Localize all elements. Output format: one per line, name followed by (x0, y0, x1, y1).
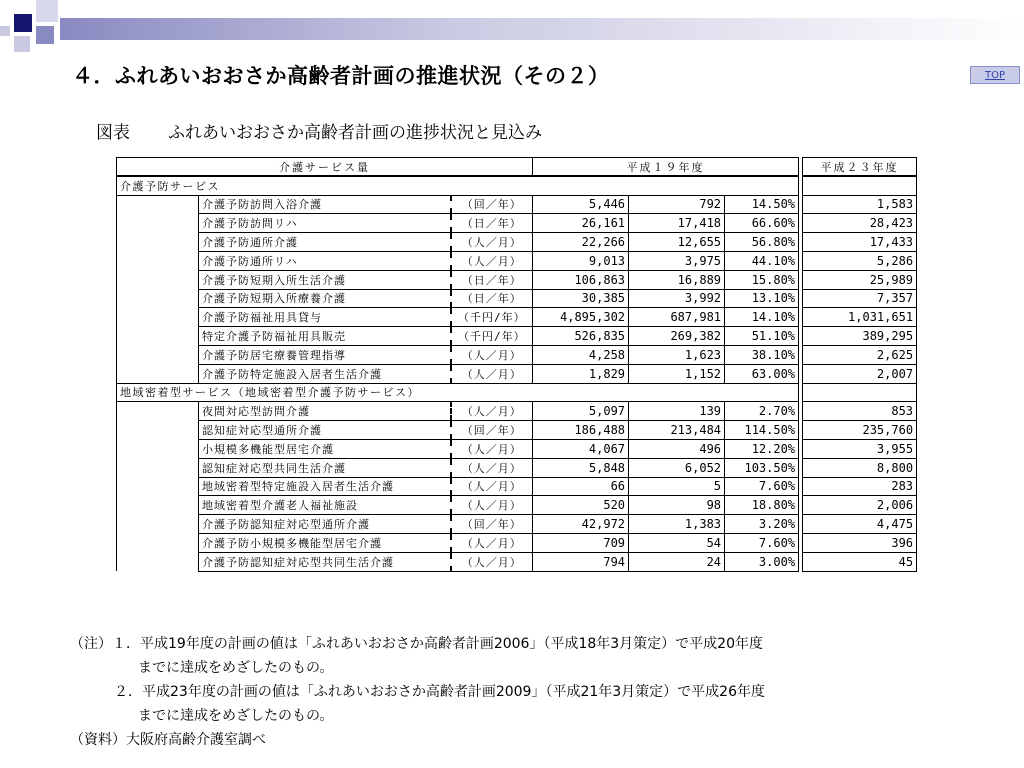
h23-plan-value: 389,295 (803, 327, 917, 346)
h19-plan-value: 5,848 (533, 458, 629, 477)
h19-actual-value: 98 (629, 496, 725, 515)
h23-plan-value: 17,433 (803, 233, 917, 252)
service-unit: （人／月） (451, 233, 533, 252)
h19-plan-value: 526,835 (533, 327, 629, 346)
h19-actual-value: 269,382 (629, 327, 725, 346)
service-unit: （日／年） (451, 270, 533, 289)
service-name: 介護予防訪問リハ (199, 214, 451, 233)
h19-rate-value: 103.50% (725, 458, 799, 477)
table-row (117, 345, 917, 364)
service-name: 介護予防短期入所療養介護 (199, 289, 451, 308)
service-unit: （回／年） (451, 195, 533, 214)
h19-plan-value: 186,488 (533, 421, 629, 440)
service-unit: （日／年） (451, 214, 533, 233)
row-indent (117, 364, 199, 383)
row-indent (117, 477, 199, 496)
h23-plan-value: 396 (803, 533, 917, 552)
figure-caption (96, 118, 542, 143)
h19-rate-value: 114.50% (725, 421, 799, 440)
page-title: ４．ふれあいおおさか高齢者計画の推進状況（その２） (72, 64, 610, 88)
table-header-row (117, 158, 917, 177)
row-indent (117, 233, 199, 252)
h19-rate-value: 63.00% (725, 364, 799, 383)
h19-actual-value: 3,975 (629, 251, 725, 270)
h19-plan-value: 709 (533, 533, 629, 552)
service-name: 認知症対応型共同生活介護 (199, 458, 451, 477)
h19-rate-value: 38.10% (725, 345, 799, 364)
service-name: 介護予防認知症対応型共同生活介護 (199, 552, 451, 571)
row-indent (117, 515, 199, 534)
h19-rate-value: 44.10% (725, 251, 799, 270)
note-1-line-1: （注）１．平成19年度の計画の値は「ふれあいおおさか高齢者計画2006」（平成18年3月策定）で平成20年度 (70, 636, 763, 652)
row-indent (117, 270, 199, 289)
notes (70, 632, 765, 752)
h19-plan-value: 106,863 (533, 270, 629, 289)
figure-label: 図表 (96, 123, 130, 143)
service-unit: （回／年） (451, 515, 533, 534)
h19-rate-value: 3.00% (725, 552, 799, 571)
h19-rate-value: 51.10% (725, 327, 799, 346)
service-unit: （日／年） (451, 289, 533, 308)
h19-rate-value: 2.70% (725, 402, 799, 421)
h19-actual-value: 6,052 (629, 458, 725, 477)
service-unit: （人／月） (451, 477, 533, 496)
h23-plan-value: 4,475 (803, 515, 917, 534)
header-h23: 平成２３年度 (803, 158, 917, 177)
service-unit: （人／月） (451, 251, 533, 270)
header-gradient-bar (60, 18, 1024, 40)
header-service-volume: 介護サービス量 (117, 158, 533, 177)
service-name: 認知症対応型通所介護 (199, 421, 451, 440)
row-indent (117, 251, 199, 270)
table-row (117, 364, 917, 383)
service-name: 介護予防通所リハ (199, 251, 451, 270)
service-name: 特定介護予防福祉用具販売 (199, 327, 451, 346)
h19-plan-value: 4,067 (533, 439, 629, 458)
row-indent (117, 214, 199, 233)
row-indent (117, 496, 199, 515)
service-name: 介護予防小規模多機能型居宅介護 (199, 533, 451, 552)
h19-actual-value: 16,889 (629, 270, 725, 289)
h19-plan-value: 1,829 (533, 364, 629, 383)
h23-plan-value: 7,357 (803, 289, 917, 308)
h19-plan-value: 9,013 (533, 251, 629, 270)
table-row (117, 195, 917, 214)
table-row (117, 308, 917, 327)
h19-actual-value: 3,992 (629, 289, 725, 308)
h19-actual-value: 17,418 (629, 214, 725, 233)
table-row (117, 458, 917, 477)
h19-rate-value: 15.80% (725, 270, 799, 289)
h19-plan-value: 4,895,302 (533, 308, 629, 327)
h19-plan-value: 22,266 (533, 233, 629, 252)
service-name: 夜間対応型訪問介護 (199, 402, 451, 421)
h19-rate-value: 14.10% (725, 308, 799, 327)
service-name: 介護予防居宅療養管理指導 (199, 345, 451, 364)
h19-actual-value: 687,981 (629, 308, 725, 327)
h23-plan-value: 1,583 (803, 195, 917, 214)
header-h19: 平成１９年度 (533, 158, 799, 177)
service-name: 地域密着型特定施設入居者生活介護 (199, 477, 451, 496)
h19-actual-value: 213,484 (629, 421, 725, 440)
h23-plan-value: 5,286 (803, 251, 917, 270)
service-unit: （千円/年） (451, 308, 533, 327)
service-unit: （人／月） (451, 439, 533, 458)
h23-plan-value: 283 (803, 477, 917, 496)
h19-actual-value: 792 (629, 195, 725, 214)
h19-plan-value: 26,161 (533, 214, 629, 233)
h19-plan-value: 5,446 (533, 195, 629, 214)
h19-rate-value: 66.60% (725, 214, 799, 233)
row-indent (117, 439, 199, 458)
table-row (117, 289, 917, 308)
h19-rate-value: 18.80% (725, 496, 799, 515)
top-link-button[interactable]: TOP (970, 66, 1020, 84)
h19-rate-value: 13.10% (725, 289, 799, 308)
table-row (117, 552, 917, 571)
note-1-line-2: までに達成をめざしたのもの。 (138, 660, 334, 676)
row-indent (117, 458, 199, 477)
service-name: 介護予防福祉用具貸与 (199, 308, 451, 327)
h23-plan-value: 8,800 (803, 458, 917, 477)
table-row (117, 270, 917, 289)
table-row (117, 402, 917, 421)
section-row (117, 176, 917, 195)
h19-rate-value: 7.60% (725, 477, 799, 496)
h19-actual-value: 1,623 (629, 345, 725, 364)
h23-plan-value: 2,007 (803, 364, 917, 383)
h19-rate-value: 14.50% (725, 195, 799, 214)
service-unit: （人／月） (451, 496, 533, 515)
h23-plan-value: 2,006 (803, 496, 917, 515)
service-name: 介護予防特定施設入居者生活介護 (199, 364, 451, 383)
row-indent (117, 308, 199, 327)
service-name: 介護予防通所介護 (199, 233, 451, 252)
h23-plan-value: 25,989 (803, 270, 917, 289)
table-row (117, 477, 917, 496)
h23-plan-value: 28,423 (803, 214, 917, 233)
service-unit: （人／月） (451, 552, 533, 571)
table-row (117, 327, 917, 346)
table-row (117, 439, 917, 458)
row-indent (117, 289, 199, 308)
table-row (117, 533, 917, 552)
h19-plan-value: 794 (533, 552, 629, 571)
row-indent (117, 402, 199, 421)
h19-rate-value: 7.60% (725, 533, 799, 552)
section-row (117, 383, 917, 402)
h19-actual-value: 54 (629, 533, 725, 552)
service-name: 介護予防認知症対応型通所介護 (199, 515, 451, 534)
service-unit: （千円/年） (451, 327, 533, 346)
h19-rate-value: 56.80% (725, 233, 799, 252)
h19-plan-value: 30,385 (533, 289, 629, 308)
h23-plan-value: 1,031,651 (803, 308, 917, 327)
table-row (117, 233, 917, 252)
source-note: （資料）大阪府高齢介護室調べ (70, 732, 266, 748)
figure-title: ふれあいおおさか高齢者計画の進捗状況と見込み (168, 123, 542, 143)
service-name: 小規模多機能型居宅介護 (199, 439, 451, 458)
h19-actual-value: 496 (629, 439, 725, 458)
h23-plan-value: 3,955 (803, 439, 917, 458)
h19-plan-value: 5,097 (533, 402, 629, 421)
note-2-line-2: までに達成をめざしたのもの。 (138, 708, 334, 724)
section-title: 介護予防サービス (117, 176, 799, 195)
note-2-line-1: ２．平成23年度の計画の値は「ふれあいおおさか高齢者計画2009」（平成21年3月策定）で平成26年度 (114, 684, 765, 700)
h23-plan-value: 45 (803, 552, 917, 571)
h19-actual-value: 12,655 (629, 233, 725, 252)
service-unit: （人／月） (451, 364, 533, 383)
table-row (117, 496, 917, 515)
service-name: 介護予防短期入所生活介護 (199, 270, 451, 289)
h23-plan-value: 235,760 (803, 421, 917, 440)
h19-plan-value: 520 (533, 496, 629, 515)
service-unit: （回／年） (451, 421, 533, 440)
h23-plan-value: 2,625 (803, 345, 917, 364)
h19-actual-value: 1,383 (629, 515, 725, 534)
row-indent (117, 345, 199, 364)
table-row (117, 421, 917, 440)
h19-rate-value: 3.20% (725, 515, 799, 534)
service-name: 地域密着型介護老人福祉施設 (199, 496, 451, 515)
row-indent (117, 421, 199, 440)
row-indent (117, 327, 199, 346)
progress-table (116, 157, 917, 572)
h19-plan-value: 66 (533, 477, 629, 496)
row-indent (117, 195, 199, 214)
h19-actual-value: 24 (629, 552, 725, 571)
h19-plan-value: 4,258 (533, 345, 629, 364)
section-title: 地域密着型サービス（地域密着型介護予防サービス） (117, 383, 799, 402)
table-row (117, 251, 917, 270)
service-unit: （人／月） (451, 402, 533, 421)
service-unit: （人／月） (451, 458, 533, 477)
table-row (117, 214, 917, 233)
row-indent (117, 533, 199, 552)
service-unit: （人／月） (451, 533, 533, 552)
h19-plan-value: 42,972 (533, 515, 629, 534)
row-indent (117, 552, 199, 571)
h19-actual-value: 139 (629, 402, 725, 421)
h19-actual-value: 1,152 (629, 364, 725, 383)
h23-plan-value: 853 (803, 402, 917, 421)
service-name: 介護予防訪問入浴介護 (199, 195, 451, 214)
table-row (117, 515, 917, 534)
service-unit: （人／月） (451, 345, 533, 364)
h19-rate-value: 12.20% (725, 439, 799, 458)
h19-actual-value: 5 (629, 477, 725, 496)
